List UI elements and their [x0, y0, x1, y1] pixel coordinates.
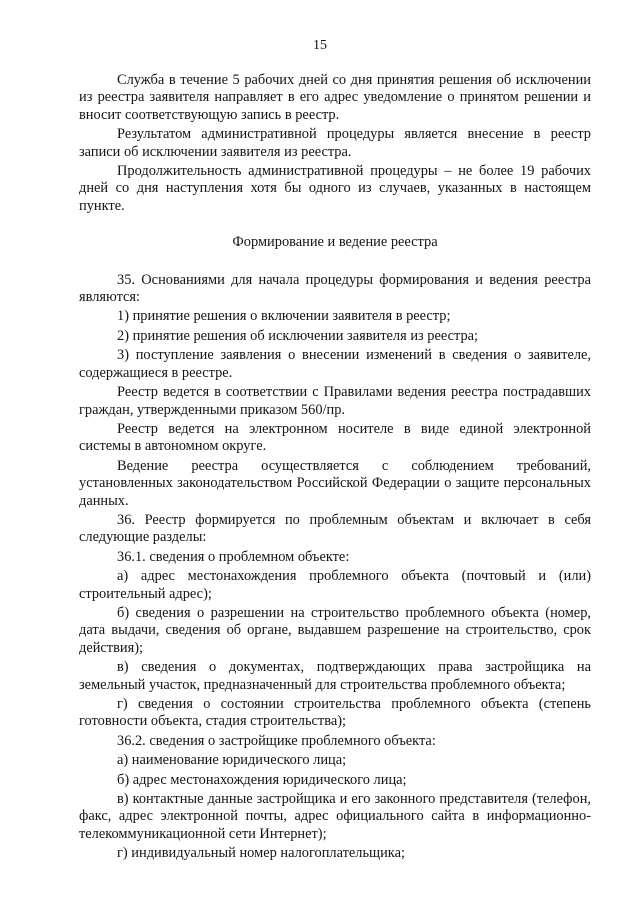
paragraph-registry-electronic: Реестр ведется на электронном носителе в виде единой электронной системы в автономном округе. [79, 420, 591, 455]
document-body [79, 72, 591, 865]
paragraph-result: Результатом административной процедуры является внесение в реестр записи об исключении заявителя из реестра. [79, 126, 591, 160]
list-item-35-2: 2) принятие решения об исключении заявителя из реестра; [117, 327, 479, 344]
page-number: 15 [313, 38, 327, 53]
section-heading: Формирование и ведение реестра [232, 234, 438, 251]
list-item-36-1-g: г) сведения о состоянии строительства проблемного объекта (степень готовности объекта, стадия строительства); [79, 696, 591, 730]
paragraph-36-1: 36.1. сведения о проблемном объекте: [117, 548, 350, 565]
paragraph-36-2: 36.2. сведения о застройщике проблемного объекта: [117, 732, 436, 749]
list-item-36-2-g: г) индивидуальный номер налогоплательщика; [117, 845, 405, 862]
paragraph-registry-data-protection: Ведение реестра осуществляется с соблюдением требований, установленных законодательством Российской Федерации о защите персональных данных. [79, 457, 591, 509]
paragraph-36: 36. Реестр формируется по проблемным объектам и включает в себя следующие разделы: [79, 511, 591, 546]
list-item-35-1: 1) принятие решения о включении заявителя в реестр; [117, 308, 451, 325]
list-item-36-2-a: а) наименование юридического лица; [117, 752, 347, 769]
list-item-36-2-b: б) адрес местонахождения юридического лица; [117, 771, 407, 788]
paragraph-35: 35. Основаниями для начала процедуры формирования и ведения реестра являются: [79, 271, 591, 306]
list-item-36-2-v: в) контактные данные застройщика и его законного представителя (телефон, факс, адрес электронной почты, адрес официального сайта в информационно-телекоммуникационной сети Интернет); [79, 791, 591, 842]
list-item-36-1-b: б) сведения о разрешении на строительство проблемного объекта (номер, дата выдачи, сведения об органе, выдавшем разрешение на строительство, срок действия); [79, 604, 591, 656]
list-item-36-1-v: в) сведения о документах, подтверждающих права застройщика на земельный участок, предназначенный для строительства проблемного объекта; [79, 659, 591, 693]
paragraph-registry-rules: Реестр ведется в соответствии с Правилами ведения реестра пострадавших граждан, утвержденными приказом 560/пр. [79, 384, 591, 418]
paragraph-duration: Продолжительность административной процедуры – не более 19 рабочих дней со дня наступления хотя бы одного из случаев, указанных в настоящем пункте. [79, 163, 591, 214]
list-item-36-1-a: а) адрес местонахождения проблемного объекта (почтовый и (или) строительный адрес); [79, 568, 591, 602]
list-item-35-3: 3) поступление заявления о внесении изменений в сведения о заявителе, содержащиеся в реестре. [79, 347, 591, 381]
paragraph-notification: Служба в течение 5 рабочих дней со дня принятия решения об исключении из реестра заявителя направляет в его адрес уведомление о принятом решении и вносит соответствующую запись в реестр. [79, 72, 591, 123]
